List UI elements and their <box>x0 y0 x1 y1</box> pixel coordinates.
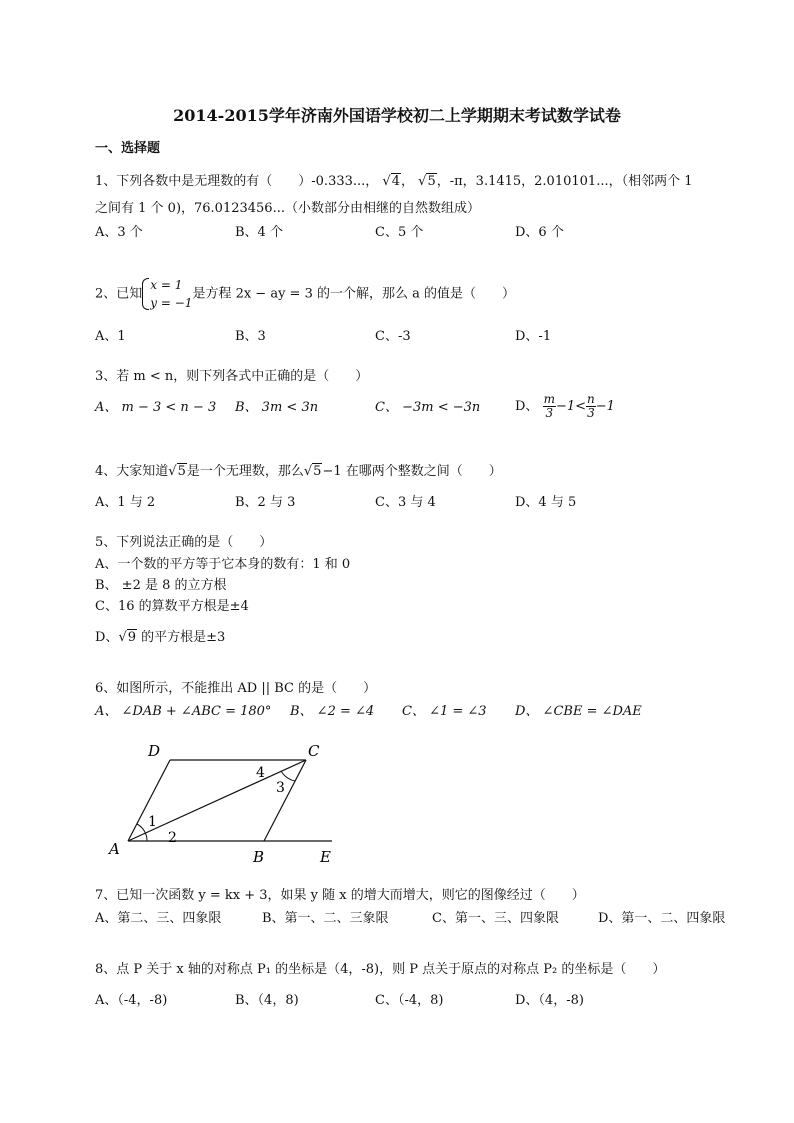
angle-arc-a <box>137 824 147 841</box>
q5-option-b: B、 ±2 是 8 的立方根 <box>95 578 227 593</box>
q1-sep: ， <box>401 174 415 189</box>
label-d: D <box>148 742 161 760</box>
question-4-stem <box>95 463 502 481</box>
q3-d-end: −1 <box>595 399 615 414</box>
label-c: C <box>308 742 320 760</box>
q8-option-c: C、（-4，8) <box>375 993 444 1008</box>
q7-option-a: A、第二、三、四象限 <box>95 911 222 926</box>
page-title: 2014-2015学年济南外国语学校初二上学期期末考试数学试卷 <box>173 106 621 125</box>
q4-option-b: B、2 与 3 <box>235 495 296 510</box>
q4-sqrt5b: 5 <box>313 464 322 479</box>
question-1-line2: 之间有 1 个 0)，76.0123456...（小数部分由相继的自然数组成） <box>95 201 480 216</box>
q1-text-b: ，-π，3.1415，2.010101...，（相邻两个 1 <box>436 174 693 189</box>
q2-option-d: D、-1 <box>515 329 552 344</box>
q6-option-d: D、 ∠CBE = ∠DAE <box>515 704 642 719</box>
q4-option-c: C、3 与 4 <box>375 495 436 510</box>
q5-sqrt-symbol: √ <box>118 630 127 645</box>
q3-d-fraction-1 <box>543 393 556 420</box>
q5-option-c: C、16 的算数平方根是±4 <box>95 599 249 614</box>
question-8-stem: 8、点 P 关于 x 轴的对称点 P₁ 的坐标是（4，-8)，则 P 点关于原点的对称点 P₂ 的坐标是（ ） <box>95 962 666 977</box>
q5-d-suffix: 的平方根是±3 <box>137 630 226 645</box>
q3-d-num1: m <box>543 392 555 406</box>
q7-option-b: B、第一、二、三象限 <box>262 911 389 926</box>
q6-option-b: B、 ∠2 = ∠4 <box>290 704 375 719</box>
q2-option-c: C、-3 <box>375 329 411 344</box>
q8-option-b: B、（4，8) <box>235 993 299 1008</box>
q3-option-b: B、 3m < 3n <box>235 400 319 415</box>
q3-option-c: C、 −3m < −3n <box>375 400 481 415</box>
q4-sqrt-symbol: √ <box>168 464 177 479</box>
q6-option-c: C、 ∠1 = ∠3 <box>402 704 487 719</box>
q3-d-den2: 3 <box>587 406 595 420</box>
q2-eq1: x = 1 <box>150 278 183 292</box>
q8-option-d: D、（4，-8) <box>515 993 584 1008</box>
label-a: A <box>109 840 120 858</box>
q3-d-fraction-2 <box>586 393 596 420</box>
label-b: B <box>253 848 265 866</box>
q1-option-a: A、3 个 <box>95 225 143 240</box>
q2-eq2: y = −1 <box>150 296 193 310</box>
angle-label-1: 1 <box>148 814 157 830</box>
label-e: E <box>320 848 331 866</box>
q6-option-a: A、 ∠DAB + ∠ABC = 180° <box>95 704 272 719</box>
q5-d-sqrt: 9 <box>127 630 137 645</box>
q1-option-b: B、4 个 <box>235 225 283 240</box>
q2-prefix: 2、已知 <box>95 286 143 302</box>
question-6-stem: 6、如图所示，不能推出 AD || BC 的是（ ） <box>95 681 377 696</box>
q3-option-d <box>515 392 615 422</box>
q7-option-d: D、第一、二、四象限 <box>598 911 726 926</box>
q3-d-prefix: D、 <box>515 399 539 414</box>
question-5-stem: 5、下列说法正确的是（ ） <box>95 535 273 550</box>
q5-option-a: A、一个数的平方等于它本身的数有：1 和 0 <box>95 557 351 572</box>
q4-option-d: D、4 与 5 <box>515 495 577 510</box>
q7-option-c: C、第一、三、四象限 <box>432 911 559 926</box>
angle-label-4: 4 <box>256 765 265 781</box>
q1-sqrt5: 5 <box>427 174 436 189</box>
q2-option-a: A、1 <box>95 329 126 344</box>
question-2-stem <box>95 276 515 313</box>
q3-option-a: A、 m − 3 < n − 3 <box>95 400 217 415</box>
q1-option-d: D、6 个 <box>515 225 564 240</box>
q5-d-prefix: D、 <box>95 630 119 645</box>
q4-option-a: A、1 与 2 <box>95 495 156 510</box>
q1-option-c: C、5 个 <box>375 225 424 240</box>
q1-sqrt-symbol-2: √ <box>418 174 427 189</box>
q1-text-a: 1、下列各数中是无理数的有（ ）-0.333...， <box>95 174 379 189</box>
q3-d-den1: 3 <box>545 406 554 420</box>
question-1-stem <box>95 173 693 191</box>
q3-d-mid: −1< <box>555 399 587 414</box>
q4-stem-a: 4、大家知道 <box>95 464 169 479</box>
q5-option-d <box>95 629 225 647</box>
q1-sqrt4: 4 <box>391 174 400 189</box>
angle-label-3: 3 <box>276 780 285 796</box>
q4-stem-b: 是一个无理数，那么 <box>186 464 304 479</box>
q8-option-a: A、（-4，-8) <box>95 993 168 1008</box>
q1-sqrt-symbol: √ <box>382 174 391 189</box>
q4-sqrt5: 5 <box>177 464 186 479</box>
angle-label-2: 2 <box>168 830 177 846</box>
q2-equation-system <box>142 276 192 312</box>
line-cb <box>264 760 306 841</box>
q4-stem-c: −1 在哪两个整数之间（ ） <box>322 464 502 479</box>
parallelogram-figure <box>100 734 350 874</box>
section-heading: 一、选择题 <box>95 141 161 156</box>
question-3-stem: 3、若 m < n，则下列各式中正确的是（ ） <box>95 369 369 384</box>
q4-sqrt-symbol-2: √ <box>303 464 313 479</box>
q2-suffix: 是方程 2x − ay = 3 的一个解，那么 a 的值是（ ） <box>192 286 516 302</box>
question-7-stem: 7、已知一次函数 y = kx + 3，如果 y 随 x 的增大而增大，则它的图像经过（ ） <box>95 888 585 903</box>
q2-option-b: B、3 <box>235 329 266 344</box>
q3-d-num2: n <box>587 392 595 406</box>
